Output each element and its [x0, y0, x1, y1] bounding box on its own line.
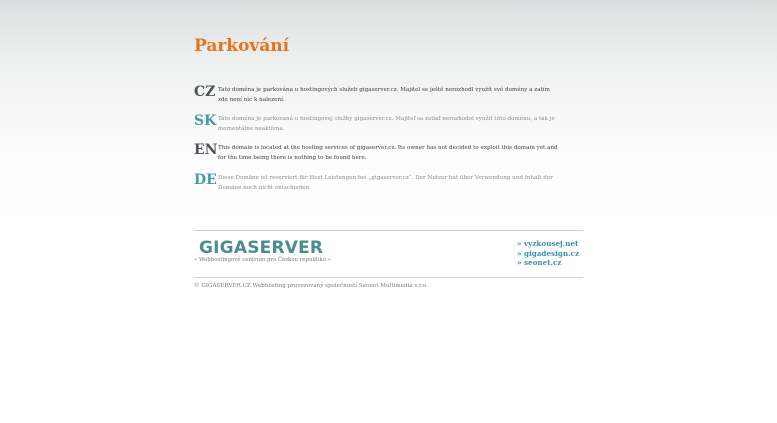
lang-code-en: EN: [194, 142, 218, 158]
lang-text-en: This domain is located at the hosting services of gigaserver.cz. Its owner has not decided to exploit this domain yet and for the time being there is nothing to be found here.: [218, 145, 558, 161]
gigaserver-logo[interactable]: GIGASERVER: [199, 238, 324, 258]
lang-code-cz: CZ: [194, 84, 216, 100]
lang-code-de: DE: [194, 172, 217, 188]
lang-text-cz: Tato doména je parkována u hostingových služeb gigaserver.cz. Majitel se ještě nerozhodl využít své domény a zatím zde není nic k nalezení.: [218, 87, 550, 103]
divider-top: [194, 230, 583, 231]
page-title: Parkování: [194, 36, 290, 56]
lang-code-sk: SK: [194, 113, 217, 129]
copyright: © GIGASERVER.CZ Webhosting provozovaný společností Seonet Multimedia s.r.o.: [194, 283, 429, 289]
link-vyzkousej[interactable]: » vyzkousej.net: [517, 239, 579, 248]
partner-links: [517, 239, 579, 268]
link-gigadesign[interactable]: » gigadesign.cz: [517, 248, 580, 258]
lang-text-sk: Táto doména je parkovaná u hostingovej služby gigaserver.cz. Majiteľ sa zatiaľ nerozhodol využiť túto doménu, a tak je momentálne neaktívna.: [218, 116, 555, 132]
divider-bottom: [194, 277, 583, 278]
lang-text-de: Diese Domäne ist reserviert für Host Leistungen bei „gigaserver.cz“. Der Nutzer hat über Verwendung und Inhalt der Domäne noch nicht entschieden.: [218, 175, 553, 191]
logo-tagline: « Webhostingové centrum pro Českou republiku »: [194, 257, 332, 263]
link-seonet[interactable]: » seonet.cz: [517, 258, 562, 268]
